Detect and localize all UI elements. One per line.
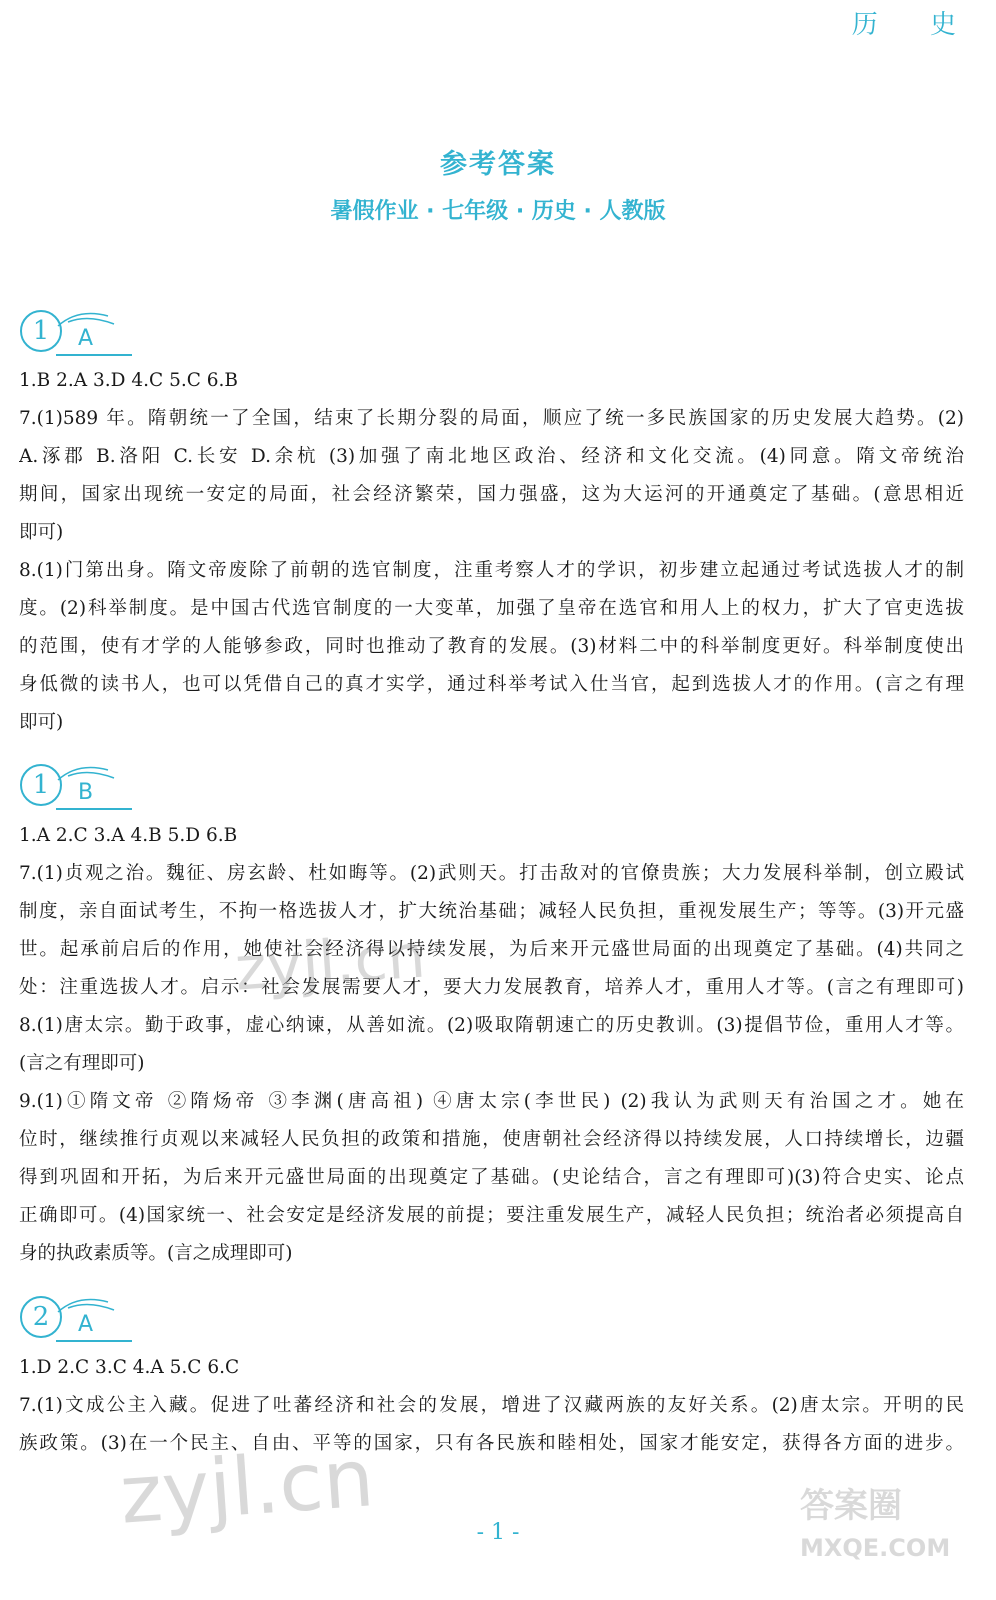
subject-label: 历 史: [851, 10, 978, 40]
answer-line: 7.(1)文成公主入藏。促进了吐蕃经济和社会的发展，增进了汉藏两族的友好关系。(2)唐太宗。开明的民: [19, 1395, 964, 1416]
section-number: 2: [32, 1302, 50, 1332]
answer-line: 身的执政素质等。(言之成理即可): [19, 1243, 293, 1264]
watermark-site: MXQE.COM: [800, 1534, 951, 1562]
answer-line: 位时，继续推行贞观以来减轻人民负担的政策和措施，使唐朝社会经济得以持续发展，人口持续增长，边疆: [19, 1129, 964, 1150]
section-number: 1: [32, 316, 50, 346]
watermark-text: zyjl.cn: [117, 1431, 377, 1542]
page-subtitle: 暑假作业 · 七年级 · 历史 · 人教版: [330, 199, 666, 224]
section-rule: [56, 1340, 132, 1342]
section-header-1a: [18, 306, 118, 356]
section-rule: [56, 808, 132, 810]
answer-line: 的范围，使有才学的人能够参政，同时也推动了教育的发展。(3)材料二中的科举制度更好。科举制度使出: [19, 636, 964, 657]
section-number: 1: [32, 770, 50, 800]
answer-line: A.涿郡 B.洛阳 C.长安 D.余杭 (3)加强了南北地区政治、经济和文化交流。(4)同意。隋文帝统治: [19, 446, 964, 467]
answer-line: 正确即可。(4)国家统一、社会安定是经济发展的前提；要注重发展生产，减轻人民负担；统治者必须提高自: [19, 1205, 964, 1226]
section-sublabel: A: [78, 326, 94, 351]
answer-line: 9.(1)①隋文帝 ②隋炀帝 ③李渊(唐高祖) ④唐太宗(李世民) (2)我认为武则天有治国之才。她在: [19, 1091, 964, 1112]
answer-line: 7.(1)贞观之治。魏征、房玄龄、杜如晦等。(2)武则天。打击敌对的官僚贵族；大力发展科举制，创立殿试: [19, 863, 964, 884]
answer-line: 族政策。(3)在一个民主、自由、平等的国家，只有各民族和睦相处，国家才能安定，获得各方面的进步。: [19, 1433, 964, 1454]
section-sublabel: B: [78, 780, 94, 805]
section-rule: [56, 354, 132, 356]
section-sublabel: A: [78, 1312, 94, 1337]
answer-line: 制度，亲自面试考生，不拘一格选拔人才，扩大统治基础；减轻人民负担，重视发展生产；等等。(3)开元盛: [19, 901, 964, 922]
answer-line: 1.D 2.C 3.C 4.A 5.C 6.C: [19, 1357, 240, 1378]
answer-line: 得到巩固和开拓，为后来开元盛世局面的出现奠定了基础。(史论结合，言之有理即可)(3)符合史实、论点: [19, 1167, 964, 1188]
answer-line: 处：注重选拔人才。启示：社会发展需要人才，要大力发展教育，培养人才，重用人才等。(言之有理即可): [19, 977, 964, 998]
watermark-text: zyjl.cn: [232, 921, 428, 1005]
answer-line: 度。(2)科举制度。是中国古代选官制度的一大变革，加强了皇帝在选官和用人上的权力，扩大了官吏选拔: [19, 598, 964, 619]
page-title: 参考答案: [440, 149, 556, 180]
answer-line: 7.(1)589 年。隋朝统一了全国，结束了长期分裂的局面，顺应了统一多民族国家的历史发展大趋势。(2): [19, 408, 964, 429]
watermark-logo: 答案圈: [800, 1486, 902, 1526]
section-header-1b: [18, 760, 118, 810]
answer-line: 8.(1)门第出身。隋文帝废除了前朝的选官制度，注重考察人才的学识，初步建立起通过考试选拔人才的制: [19, 560, 964, 581]
answer-line: 1.A 2.C 3.A 4.B 5.D 6.B: [19, 825, 238, 846]
answer-line: 身低微的读书人，也可以凭借自己的真才实学，通过科举考试入仕当官，起到选拔人才的作用。(言之有理: [19, 674, 964, 695]
answer-line: (言之有理即可): [19, 1053, 145, 1074]
answer-line: 8.(1)唐太宗。勤于政事，虚心纳谏，从善如流。(2)吸取隋朝速亡的历史教训。(3)提倡节俭，重用人才等。: [19, 1015, 964, 1036]
section-header-2a: [18, 1292, 118, 1342]
answer-line: 世。起承前启后的作用，她使社会经济得以持续发展，为后来开元盛世局面的出现奠定了基础。(4)共同之: [19, 939, 964, 960]
page-number: - 1 -: [476, 1520, 520, 1545]
answer-line: 期间，国家出现统一安定的局面，社会经济繁荣，国力强盛，这为大运河的开通奠定了基础。(意思相近: [19, 484, 964, 505]
answer-line: 1.B 2.A 3.D 4.C 5.C 6.B: [19, 370, 239, 391]
answer-line: 即可): [19, 522, 64, 543]
answer-line: 即可): [19, 712, 64, 733]
